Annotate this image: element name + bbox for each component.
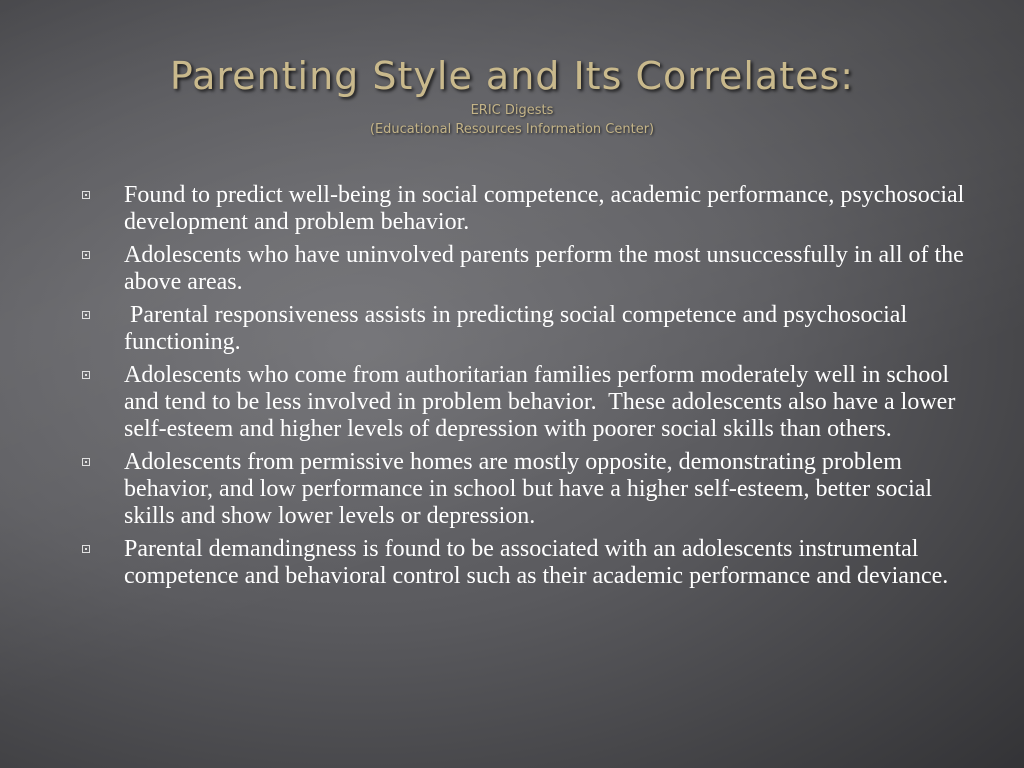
square-bullet-icon (82, 545, 90, 553)
bullet-text: Adolescents who come from authoritarian families perform moderately well in school and tend to be less involved in problem behavior. These adolescents also have a lower self-esteem and higher levels of depression with poorer social skills than others. (124, 362, 962, 442)
bullet-item (76, 242, 976, 296)
bullet-list (76, 182, 976, 596)
bullet-text: Found to predict well-being in social competence, academic performance, psychosocial development and problem behavior. (124, 182, 965, 235)
bullet-text: Parental responsiveness assists in predicting social competence and psychosocial functioning. (124, 302, 914, 355)
slide-header (0, 52, 1024, 138)
square-bullet-icon (82, 191, 90, 199)
square-bullet-icon (82, 251, 90, 259)
bullet-text: Adolescents who have uninvolved parents perform the most unsuccessfully in all of the above areas. (124, 242, 964, 295)
bullet-text: Parental demandingness is found to be associated with an adolescents instrumental competence and behavioral control such as their academic performance and deviance. (124, 536, 949, 589)
slide-title: Parenting Style and Its Correlates: (169, 54, 855, 98)
bullet-item (76, 362, 976, 443)
slide-subtitle-source: ERIC Digests (470, 103, 554, 118)
bullet-text: Adolescents from permissive homes are mostly opposite, demonstrating problem behavior, and low performance in school but have a higher self-esteem, better social skills and show lower levels or depression. (124, 449, 933, 529)
bullet-item (76, 449, 976, 530)
slide-subtitle-organization: (Educational Resources Information Center) (369, 122, 655, 137)
bullet-item (76, 302, 976, 356)
square-bullet-icon (82, 371, 90, 379)
bullet-item (76, 182, 976, 236)
square-bullet-icon (82, 458, 90, 466)
bullet-item (76, 536, 976, 590)
square-bullet-icon (82, 311, 90, 319)
